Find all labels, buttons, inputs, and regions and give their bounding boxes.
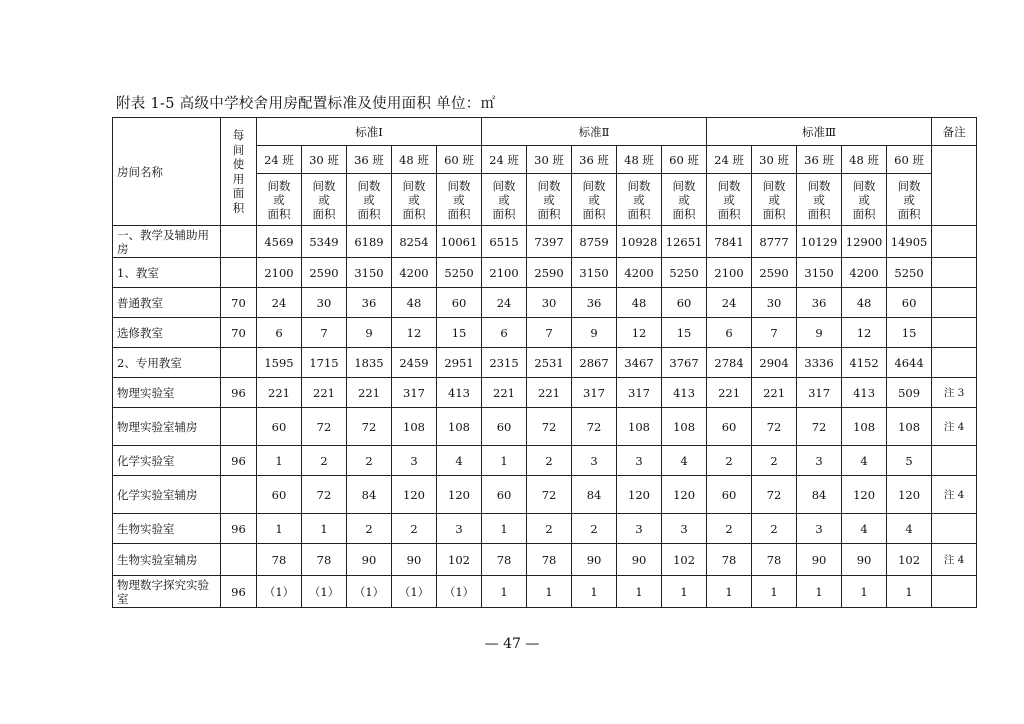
row-value: 36 (347, 288, 392, 318)
row-value: 60 (662, 288, 707, 318)
row-value: 12651 (662, 226, 707, 258)
row-value: 2867 (572, 348, 617, 378)
row-room-name: 1、教室 (113, 258, 221, 288)
row-value: 4644 (887, 348, 932, 378)
row-value: （1） (437, 576, 482, 608)
row-value: （1） (347, 576, 392, 608)
row-value: （1） (302, 576, 347, 608)
row-value: 120 (842, 476, 887, 514)
header-unit-label: 间数 或 面积 (302, 174, 347, 226)
row-value: 90 (392, 544, 437, 576)
header-class-2-2: 30 班 (527, 146, 572, 174)
row-value: 78 (527, 544, 572, 576)
row-value: 8777 (752, 226, 797, 258)
row-value: 4 (662, 446, 707, 476)
row-value: 60 (437, 288, 482, 318)
row-area-per-room (221, 476, 257, 514)
row-room-name: 物理实验室辅房 (113, 408, 221, 446)
row-room-name: 生物实验室辅房 (113, 544, 221, 576)
row-value: 2590 (302, 258, 347, 288)
allocation-table (112, 117, 977, 608)
row-value: 6515 (482, 226, 527, 258)
row-note: 注 3 (932, 378, 977, 408)
header-standard-1: 标准Ⅰ (257, 118, 482, 146)
row-value: 108 (662, 408, 707, 446)
row-value: 221 (257, 378, 302, 408)
row-value: 7841 (707, 226, 752, 258)
row-value: 6 (707, 318, 752, 348)
row-note (932, 226, 977, 258)
row-value: 12 (842, 318, 887, 348)
row-value: 3767 (662, 348, 707, 378)
row-value: 1 (707, 576, 752, 608)
row-area-per-room: 96 (221, 576, 257, 608)
row-value: 221 (527, 378, 572, 408)
header-unit-label: 间数 或 面积 (257, 174, 302, 226)
row-value: 3150 (572, 258, 617, 288)
table-row (113, 576, 977, 608)
row-note (932, 348, 977, 378)
row-value: 6 (482, 318, 527, 348)
row-value: 413 (662, 378, 707, 408)
row-value: 10061 (437, 226, 482, 258)
row-value: 60 (707, 408, 752, 446)
header-unit-label: 间数 或 面积 (707, 174, 752, 226)
row-value: 4 (842, 446, 887, 476)
header-unit-label: 间数 或 面积 (797, 174, 842, 226)
row-value: 108 (617, 408, 662, 446)
table-row (113, 258, 977, 288)
row-area-per-room (221, 258, 257, 288)
row-value: 15 (887, 318, 932, 348)
row-note (932, 288, 977, 318)
header-class-1-3: 36 班 (347, 146, 392, 174)
table-row (113, 348, 977, 378)
row-value: 2 (707, 446, 752, 476)
row-value: 5250 (662, 258, 707, 288)
row-value: 72 (752, 408, 797, 446)
row-value: 1 (842, 576, 887, 608)
header-unit-label: 间数 或 面积 (662, 174, 707, 226)
row-value: 2 (752, 514, 797, 544)
row-value: 413 (842, 378, 887, 408)
row-value: 2459 (392, 348, 437, 378)
row-value: 2531 (527, 348, 572, 378)
row-value: 3 (617, 446, 662, 476)
row-value: 1 (797, 576, 842, 608)
row-value: 1 (887, 576, 932, 608)
row-value: 413 (437, 378, 482, 408)
header-class-2-5: 60 班 (662, 146, 707, 174)
row-value: 78 (752, 544, 797, 576)
row-value: 2 (347, 514, 392, 544)
row-value: 4200 (392, 258, 437, 288)
header-unit-label: 间数 或 面积 (347, 174, 392, 226)
row-value: 5250 (437, 258, 482, 288)
row-note (932, 576, 977, 608)
row-value: 8254 (392, 226, 437, 258)
row-room-name: 一、教学及辅助用房 (113, 226, 221, 258)
table-row (113, 544, 977, 576)
row-value: 30 (302, 288, 347, 318)
row-value: 120 (617, 476, 662, 514)
row-value: 317 (572, 378, 617, 408)
row-value: 3 (437, 514, 482, 544)
row-value: 108 (887, 408, 932, 446)
header-class-2-4: 48 班 (617, 146, 662, 174)
row-value: 72 (572, 408, 617, 446)
row-area-per-room: 70 (221, 288, 257, 318)
row-value: 30 (527, 288, 572, 318)
row-area-per-room: 96 (221, 446, 257, 476)
row-value: 4 (887, 514, 932, 544)
row-value: 84 (572, 476, 617, 514)
header-class-3-5: 60 班 (887, 146, 932, 174)
header-unit-label: 间数 或 面积 (572, 174, 617, 226)
header-class-2-3: 36 班 (572, 146, 617, 174)
header-class-3-3: 36 班 (797, 146, 842, 174)
row-value: 221 (347, 378, 392, 408)
row-value: 120 (437, 476, 482, 514)
header-unit-label: 间数 或 面积 (482, 174, 527, 226)
row-value: 120 (887, 476, 932, 514)
row-area-per-room: 96 (221, 378, 257, 408)
row-value: 78 (482, 544, 527, 576)
row-value: 108 (437, 408, 482, 446)
row-value: 108 (842, 408, 887, 446)
row-value: 4200 (617, 258, 662, 288)
header-class-1-1: 24 班 (257, 146, 302, 174)
header-unit-label: 间数 或 面积 (617, 174, 662, 226)
row-value: 221 (302, 378, 347, 408)
row-note: 注 4 (932, 408, 977, 446)
row-value: 102 (437, 544, 482, 576)
row-value: 4 (437, 446, 482, 476)
row-value: 12 (392, 318, 437, 348)
row-value: 2 (752, 446, 797, 476)
row-value: 72 (347, 408, 392, 446)
header-class-2-1: 24 班 (482, 146, 527, 174)
page-number: — 47 — (484, 636, 540, 652)
table-row (113, 226, 977, 258)
row-value: 1 (617, 576, 662, 608)
row-area-per-room (221, 544, 257, 576)
header-unit-label: 间数 或 面积 (842, 174, 887, 226)
row-value: （1） (257, 576, 302, 608)
row-value: 2 (527, 514, 572, 544)
row-value: 1 (527, 576, 572, 608)
row-value: 4 (842, 514, 887, 544)
table-row (113, 288, 977, 318)
row-value: 509 (887, 378, 932, 408)
header-class-3-2: 30 班 (752, 146, 797, 174)
row-area-per-room: 96 (221, 514, 257, 544)
row-value: 317 (617, 378, 662, 408)
row-value: 102 (887, 544, 932, 576)
header-area-per-room: 每 间 使 用 面 积 (221, 118, 257, 226)
row-value: 7 (527, 318, 572, 348)
row-value: 3 (797, 514, 842, 544)
row-value: 72 (527, 476, 572, 514)
header-class-1-4: 48 班 (392, 146, 437, 174)
row-value: 72 (302, 476, 347, 514)
header-class-3-4: 48 班 (842, 146, 887, 174)
row-value: 2951 (437, 348, 482, 378)
row-value: 2 (572, 514, 617, 544)
table-row (113, 514, 977, 544)
row-value: 8759 (572, 226, 617, 258)
row-room-name: 化学实验室 (113, 446, 221, 476)
row-value: 221 (707, 378, 752, 408)
row-value: 3467 (617, 348, 662, 378)
row-value: 4152 (842, 348, 887, 378)
header-class-1-2: 30 班 (302, 146, 347, 174)
row-value: 120 (662, 476, 707, 514)
row-value: 2590 (752, 258, 797, 288)
header-unit-label: 间数 或 面积 (437, 174, 482, 226)
row-room-name: 普通教室 (113, 288, 221, 318)
row-value: 3 (572, 446, 617, 476)
header-notes-empty (932, 146, 977, 226)
row-area-per-room (221, 226, 257, 258)
header-class-3-1: 24 班 (707, 146, 752, 174)
row-value: 9 (347, 318, 392, 348)
row-value: 24 (257, 288, 302, 318)
row-value: 2 (347, 446, 392, 476)
row-room-name: 选修教室 (113, 318, 221, 348)
table-row (113, 318, 977, 348)
header-standard-3: 标准Ⅲ (707, 118, 932, 146)
row-value: （1） (392, 576, 437, 608)
row-value: 4200 (842, 258, 887, 288)
row-value: 90 (572, 544, 617, 576)
table-row (113, 476, 977, 514)
row-value: 90 (842, 544, 887, 576)
row-value: 5349 (302, 226, 347, 258)
row-value: 317 (392, 378, 437, 408)
row-room-name: 物理数字探究实验室 (113, 576, 221, 608)
header-class-1-5: 60 班 (437, 146, 482, 174)
header-unit-label: 间数 或 面积 (887, 174, 932, 226)
row-value: 2590 (527, 258, 572, 288)
row-value: 60 (257, 476, 302, 514)
row-value: 10928 (617, 226, 662, 258)
row-value: 10129 (797, 226, 842, 258)
row-room-name: 2、专用教室 (113, 348, 221, 378)
row-value: 1 (302, 514, 347, 544)
row-value: 7 (752, 318, 797, 348)
row-value: 24 (707, 288, 752, 318)
row-value: 1 (257, 514, 302, 544)
row-value: 3 (617, 514, 662, 544)
row-area-per-room (221, 348, 257, 378)
row-value: 102 (662, 544, 707, 576)
row-value: 72 (752, 476, 797, 514)
row-value: 78 (257, 544, 302, 576)
row-value: 30 (752, 288, 797, 318)
row-value: 6 (257, 318, 302, 348)
row-value: 36 (572, 288, 617, 318)
table-row (113, 408, 977, 446)
row-value: 2100 (482, 258, 527, 288)
row-value: 84 (797, 476, 842, 514)
header-row-standards (113, 118, 977, 146)
row-value: 9 (572, 318, 617, 348)
row-note (932, 258, 977, 288)
row-room-name: 物理实验室 (113, 378, 221, 408)
row-value: 12900 (842, 226, 887, 258)
row-value: 7 (302, 318, 347, 348)
row-value: 60 (887, 288, 932, 318)
row-value: 72 (527, 408, 572, 446)
row-value: 14905 (887, 226, 932, 258)
row-area-per-room: 70 (221, 318, 257, 348)
row-value: 1 (482, 576, 527, 608)
row-value: 36 (797, 288, 842, 318)
row-value: 2 (302, 446, 347, 476)
row-value: 84 (347, 476, 392, 514)
row-value: 72 (302, 408, 347, 446)
row-value: 9 (797, 318, 842, 348)
header-unit-label: 间数 或 面积 (527, 174, 572, 226)
row-value: 120 (392, 476, 437, 514)
row-value: 3 (662, 514, 707, 544)
row-value: 5250 (887, 258, 932, 288)
row-value: 6189 (347, 226, 392, 258)
row-value: 1 (482, 514, 527, 544)
row-note: 注 4 (932, 544, 977, 576)
row-value: 3150 (797, 258, 842, 288)
row-value: 7397 (527, 226, 572, 258)
row-value: 48 (392, 288, 437, 318)
row-value: 4569 (257, 226, 302, 258)
row-value: 60 (707, 476, 752, 514)
row-note: 注 4 (932, 476, 977, 514)
table-row (113, 446, 977, 476)
row-value: 2784 (707, 348, 752, 378)
row-value: 2 (707, 514, 752, 544)
row-value: 90 (347, 544, 392, 576)
row-value: 2904 (752, 348, 797, 378)
row-value: 1595 (257, 348, 302, 378)
row-value: 60 (482, 476, 527, 514)
row-value: 1 (482, 446, 527, 476)
row-value: 221 (482, 378, 527, 408)
row-value: 1715 (302, 348, 347, 378)
row-note (932, 446, 977, 476)
row-value: 108 (392, 408, 437, 446)
header-room-name: 房间名称 (113, 118, 221, 226)
row-value: 2 (527, 446, 572, 476)
row-value: 90 (797, 544, 842, 576)
header-standard-2: 标准Ⅱ (482, 118, 707, 146)
row-value: 48 (617, 288, 662, 318)
header-unit-label: 间数 或 面积 (392, 174, 437, 226)
row-value: 60 (482, 408, 527, 446)
row-value: 24 (482, 288, 527, 318)
row-note (932, 318, 977, 348)
row-value: 317 (797, 378, 842, 408)
row-value: 2315 (482, 348, 527, 378)
header-notes: 备注 (932, 118, 977, 146)
row-value: 3 (392, 446, 437, 476)
row-value: 1835 (347, 348, 392, 378)
row-value: 78 (302, 544, 347, 576)
row-value: 15 (437, 318, 482, 348)
row-note (932, 514, 977, 544)
row-value: 1 (752, 576, 797, 608)
row-value: 5 (887, 446, 932, 476)
row-value: 3 (797, 446, 842, 476)
row-value: 12 (617, 318, 662, 348)
row-value: 2100 (257, 258, 302, 288)
row-value: 48 (842, 288, 887, 318)
row-value: 3150 (347, 258, 392, 288)
row-area-per-room (221, 408, 257, 446)
row-value: 2100 (707, 258, 752, 288)
table-row (113, 378, 977, 408)
row-room-name: 生物实验室 (113, 514, 221, 544)
row-value: 60 (257, 408, 302, 446)
header-unit-label: 间数 或 面积 (752, 174, 797, 226)
row-value: 1 (662, 576, 707, 608)
table-title: 附表 1-5 高级中学校舍用房配置标准及使用面积 单位：㎡ (116, 96, 496, 112)
row-room-name: 化学实验室辅房 (113, 476, 221, 514)
row-value: 1 (257, 446, 302, 476)
row-value: 90 (617, 544, 662, 576)
row-value: 1 (572, 576, 617, 608)
row-value: 2 (392, 514, 437, 544)
row-value: 15 (662, 318, 707, 348)
row-value: 78 (707, 544, 752, 576)
row-value: 221 (752, 378, 797, 408)
row-value: 72 (797, 408, 842, 446)
row-value: 3336 (797, 348, 842, 378)
